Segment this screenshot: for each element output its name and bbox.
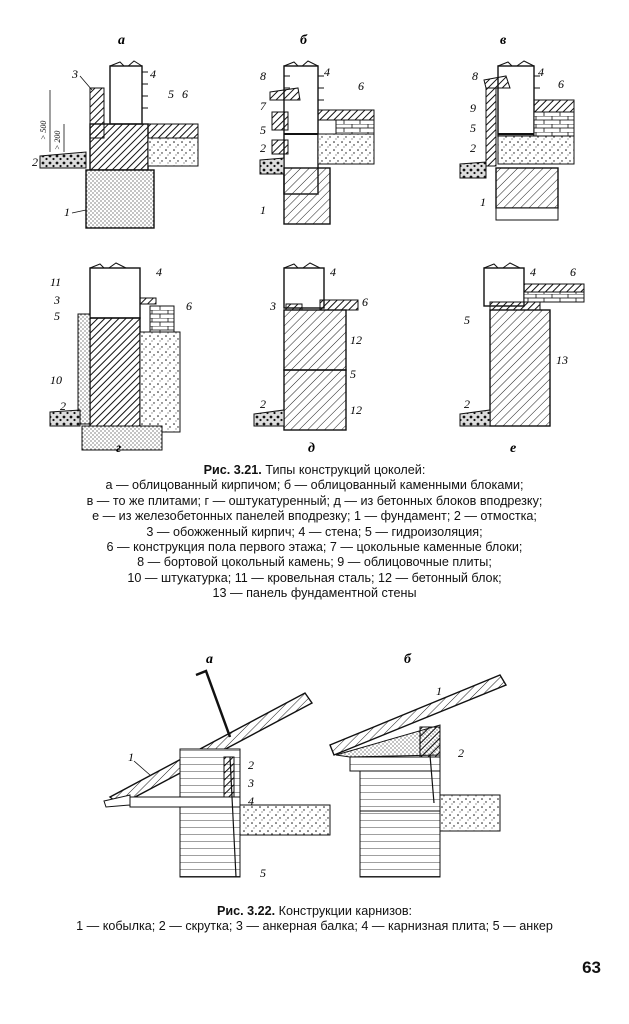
callout-number: 5 (260, 866, 266, 880)
caption-title: Типы конструкций цоколей: (265, 463, 426, 477)
panel-b-eaves-drawing (330, 652, 506, 877)
figure-3-21-drawing (20, 28, 615, 456)
page-number: 63 (582, 958, 601, 977)
figure-3-22-caption (0, 904, 629, 935)
callout-number: 2 (464, 397, 470, 411)
callout-number: 11 (50, 275, 62, 289)
panel-letter: б (300, 33, 307, 48)
callout-number: 7 (260, 99, 266, 113)
callout-number: 2 (32, 155, 38, 169)
callout-number: 6 (358, 79, 364, 93)
dimension-label: > 500 (39, 120, 48, 140)
callout-number: 4 (156, 265, 162, 279)
callout-number: 1 (128, 750, 134, 764)
panel-letter: д (308, 441, 315, 456)
panel-g-drawing (50, 263, 192, 456)
callout-number: 1 (480, 195, 486, 209)
panel-a-drawing (32, 33, 198, 228)
caption-line: а — облицованный кирпичом; б — облицованный каменными блоками; (105, 478, 524, 493)
callout-number: 4 (538, 65, 544, 79)
callout-number: 4 (530, 265, 536, 279)
callout-number: 4 (150, 67, 156, 81)
panel-b-drawing (260, 33, 374, 224)
caption-label: Рис. 3.22. (216, 904, 276, 918)
callout-number: 2 (458, 746, 464, 760)
caption-label: Рис. 3.21. (203, 463, 262, 477)
callout-number: 3 (248, 776, 254, 790)
caption-line: 6 — конструкция пола первого этажа; 7 — цокольные каменные блоки; (106, 540, 523, 555)
panel-v-drawing (460, 33, 574, 220)
callout-number: 1 (64, 205, 70, 219)
caption-line: 10 — штукатурка; 11 — кровельная сталь; 12 — бетонный блок; (127, 570, 502, 585)
panel-letter: а (206, 652, 213, 667)
callout-number: 5 (350, 367, 356, 381)
callout-number: 2 (260, 141, 266, 155)
caption-line: е — из железобетонных панелей вподрезку; 1 — фундамент; 2 — отмостка; (92, 509, 537, 524)
panel-e-drawing (460, 263, 584, 456)
callout-number: 4 (330, 265, 336, 279)
caption-line: 13 — панель фундаментной стены (212, 586, 417, 601)
callout-number: 4 (324, 65, 330, 79)
callout-number: 8 (260, 69, 266, 83)
panel-d-drawing (254, 263, 368, 456)
panel-a-eaves-drawing (104, 652, 330, 880)
callout-number: 2 (60, 399, 66, 413)
callout-number: 6 (362, 295, 368, 309)
callout-number: 10 (50, 373, 62, 387)
callout-number: 3 (72, 67, 78, 81)
caption-title: Конструкции карнизов: (278, 904, 413, 918)
callout-number: 6 (570, 265, 576, 279)
callout-number: 2 (248, 758, 254, 772)
figure-3-22-drawing (90, 645, 560, 890)
caption-line: 8 — бортовой цокольный камень; 9 — облицовочные плиты; (137, 555, 492, 570)
callout-number: 2 (260, 397, 266, 411)
callout-number: 5 (260, 123, 266, 137)
callout-number: 4 (248, 794, 254, 808)
dimension-label: > 200 (53, 130, 62, 150)
panel-letter: а (118, 33, 125, 48)
caption-line: 3 — обожженный кирпич; 4 — стена; 5 — гидроизоляция; (146, 524, 483, 539)
callout-number: 5 (464, 313, 470, 327)
caption-line: 1 — кобылка; 2 — скрутка; 3 — анкерная балка; 4 — карнизная плита; 5 — анкер (76, 919, 553, 934)
figure-3-21-caption (0, 463, 629, 602)
callout-number: 6 (186, 299, 192, 313)
callout-number: 1 (260, 203, 266, 217)
panel-letter: г (116, 441, 122, 456)
callout-number: 3 (54, 293, 60, 307)
callout-number: 5 (470, 121, 476, 135)
callout-number: 6 (558, 77, 564, 91)
panel-letter: б (404, 652, 411, 667)
callout-number: 12 (350, 403, 362, 417)
callout-number: 1 (436, 684, 442, 698)
callout-number: 5 (168, 87, 174, 101)
callout-number: 8 (472, 69, 478, 83)
panel-letter: е (510, 441, 517, 456)
callout-number: 13 (556, 353, 568, 367)
callout-number: 3 (270, 299, 276, 313)
callout-number: 5 (54, 309, 60, 323)
callout-number: 2 (470, 141, 476, 155)
callout-number: 12 (350, 333, 362, 347)
caption-line: в — то же плитами; г — оштукатуренный; д — из бетонных блоков вподрезку; (86, 493, 543, 508)
panel-letter: в (500, 33, 507, 48)
callout-number: 9 (470, 101, 476, 115)
callout-number: 6 (182, 87, 188, 101)
